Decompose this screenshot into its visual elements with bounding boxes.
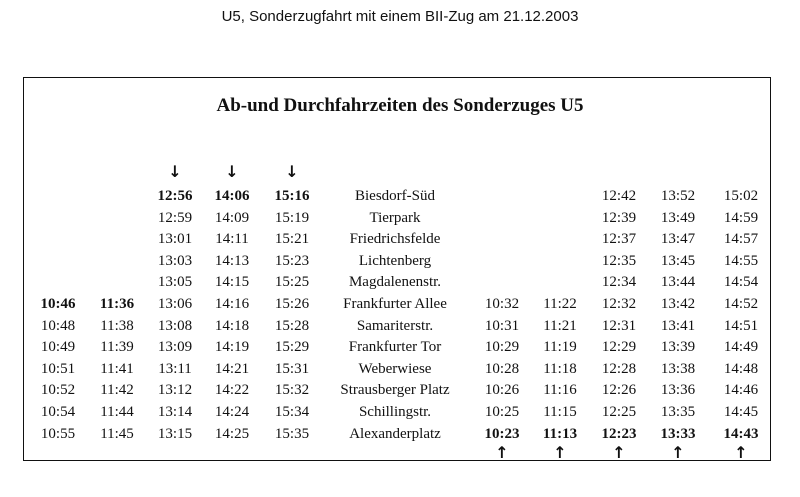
departure-time-westbound: 11:42 — [100, 382, 134, 399]
departure-time-eastbound: 12:35 — [601, 252, 637, 269]
departure-time-westbound: 10:52 — [40, 382, 76, 399]
station-name: Alexanderplatz — [349, 425, 441, 442]
departure-time-westbound: 15:16 — [274, 188, 310, 204]
departure-time-westbound: 13:06 — [157, 296, 193, 312]
down-arrow-icon: ↓ — [168, 162, 182, 181]
departure-time-eastbound: 14:52 — [723, 296, 759, 312]
departure-time-eastbound: 12:29 — [601, 339, 637, 356]
departure-time-eastbound: 14:55 — [723, 252, 759, 269]
station-name: Tierpark — [369, 209, 421, 226]
departure-time-eastbound: 14:51 — [723, 317, 759, 334]
station-name: Magdalenenstr. — [348, 274, 442, 291]
departure-time-westbound: 11:39 — [100, 339, 134, 356]
departure-time-eastbound: 11:18 — [543, 360, 577, 377]
departure-time-westbound: 14:19 — [214, 339, 250, 356]
departure-time-westbound: 10:54 — [40, 404, 76, 420]
departure-time-westbound: 14:09 — [214, 209, 250, 226]
up-arrow-icon: ↑ — [671, 443, 685, 462]
departure-time-westbound: 15:19 — [274, 209, 310, 226]
station-name: Frankfurter Tor — [348, 339, 442, 356]
departure-time-westbound: 13:05 — [157, 274, 193, 291]
departure-time-westbound: 11:45 — [100, 425, 134, 442]
departure-time-westbound: 12:59 — [157, 209, 193, 226]
down-arrow-icon: ↓ — [285, 162, 299, 181]
departure-time-eastbound: 13:49 — [660, 209, 696, 226]
station-name: Biesdorf-Süd — [355, 188, 435, 204]
departure-time-eastbound: 12:39 — [601, 209, 637, 226]
departure-time-westbound: 15:21 — [274, 231, 310, 248]
departure-time-westbound: 13:15 — [157, 425, 193, 442]
departure-time-eastbound: 10:29 — [484, 339, 520, 356]
down-arrow-icon: ↓ — [225, 162, 239, 181]
departure-time-westbound: 11:38 — [100, 317, 134, 334]
departure-time-westbound: 14:24 — [214, 404, 250, 420]
departure-time-westbound: 14:11 — [215, 231, 249, 248]
departure-time-eastbound: 10:31 — [484, 317, 520, 334]
departure-time-eastbound: 14:49 — [723, 339, 759, 356]
departure-time-eastbound: 13:33 — [660, 425, 696, 442]
departure-time-eastbound: 10:23 — [484, 425, 520, 442]
departure-time-eastbound: 11:21 — [543, 317, 577, 334]
departure-time-westbound: 14:13 — [214, 252, 250, 269]
departure-time-eastbound: 12:25 — [601, 404, 637, 420]
up-arrow-icon: ↑ — [612, 443, 626, 462]
departure-time-eastbound: 13:39 — [660, 339, 696, 356]
departure-time-westbound: 15:35 — [274, 425, 310, 442]
departure-time-westbound: 13:03 — [157, 252, 193, 269]
departure-time-westbound: 10:51 — [40, 360, 76, 377]
page-caption: U5, Sonderzugfahrt mit einem BII-Zug am 21.12.2003 — [221, 8, 579, 25]
departure-time-westbound: 14:18 — [214, 317, 250, 334]
departure-time-westbound: 10:48 — [40, 317, 76, 334]
departure-time-eastbound: 13:44 — [660, 274, 696, 291]
station-name: Schillingstr. — [358, 404, 432, 420]
departure-time-eastbound: 10:26 — [484, 382, 520, 399]
up-arrow-icon: ↑ — [734, 443, 748, 462]
station-name: Lichtenberg — [358, 252, 432, 269]
station-name: Weberwiese — [358, 360, 432, 377]
departure-time-eastbound: 12:34 — [601, 274, 637, 291]
departure-time-westbound: 15:31 — [274, 360, 310, 377]
departure-time-eastbound: 12:28 — [601, 360, 637, 377]
departure-time-westbound: 14:21 — [214, 360, 250, 377]
departure-time-eastbound: 10:28 — [484, 360, 520, 377]
departure-time-westbound: 10:49 — [40, 339, 76, 356]
departure-time-eastbound: 10:25 — [484, 404, 520, 420]
station-name: Friedrichsfelde — [349, 231, 441, 248]
departure-time-westbound: 15:26 — [274, 296, 310, 312]
departure-time-westbound: 14:25 — [214, 425, 250, 442]
departure-time-westbound: 13:14 — [157, 404, 193, 420]
departure-time-eastbound: 13:38 — [660, 360, 696, 377]
departure-time-eastbound: 14:54 — [723, 274, 759, 291]
departure-time-eastbound: 14:46 — [723, 382, 759, 399]
departure-time-eastbound: 12:37 — [601, 231, 637, 248]
departure-time-eastbound: 12:42 — [601, 188, 637, 204]
departure-time-westbound: 14:06 — [214, 188, 250, 204]
departure-time-eastbound: 11:22 — [543, 296, 577, 312]
departure-time-eastbound: 13:52 — [660, 188, 696, 204]
departure-time-westbound: 13:08 — [157, 317, 193, 334]
departure-time-westbound: 15:23 — [274, 252, 310, 269]
departure-time-westbound: 15:29 — [274, 339, 310, 356]
departure-time-westbound: 11:41 — [100, 360, 134, 377]
departure-time-westbound: 11:36 — [99, 296, 135, 312]
departure-time-eastbound: 13:47 — [660, 231, 696, 248]
departure-time-westbound: 13:01 — [157, 231, 193, 248]
departure-time-westbound: 14:22 — [214, 382, 250, 399]
departure-time-eastbound: 13:41 — [660, 317, 696, 334]
departure-time-eastbound: 13:42 — [660, 296, 696, 312]
departure-time-westbound: 10:46 — [40, 296, 76, 312]
up-arrow-icon: ↑ — [553, 443, 567, 462]
departure-time-westbound: 14:16 — [214, 296, 250, 312]
departure-time-eastbound: 12:23 — [601, 425, 637, 442]
departure-time-eastbound: 14:59 — [723, 209, 759, 226]
departure-time-eastbound: 14:48 — [723, 360, 759, 377]
departure-time-eastbound: 11:15 — [543, 404, 577, 420]
departure-time-westbound: 14:15 — [214, 274, 250, 291]
departure-time-eastbound: 13:35 — [660, 404, 696, 420]
departure-time-eastbound: 14:43 — [723, 425, 759, 442]
departure-time-westbound: 13:11 — [158, 360, 192, 377]
departure-time-eastbound: 12:26 — [601, 382, 637, 399]
departure-time-eastbound: 14:45 — [723, 404, 759, 420]
departure-time-eastbound: 11:16 — [543, 382, 577, 399]
departure-time-westbound: 12:56 — [157, 188, 193, 204]
departure-time-westbound: 13:12 — [157, 382, 193, 399]
departure-time-westbound: 15:28 — [274, 317, 310, 334]
departure-time-westbound: 11:44 — [100, 404, 134, 420]
timetable-title: Ab-und Durchfahrzeiten des Sonderzuges U5 — [216, 95, 584, 116]
departure-time-westbound: 13:09 — [157, 339, 193, 356]
departure-time-eastbound: 15:02 — [723, 188, 759, 204]
departure-time-eastbound: 12:32 — [601, 296, 637, 312]
station-name: Frankfurter Allee — [343, 296, 447, 312]
departure-time-eastbound: 12:31 — [601, 317, 637, 334]
departure-time-eastbound: 10:32 — [484, 296, 520, 312]
up-arrow-icon: ↑ — [495, 443, 509, 462]
station-name: Samariterstr. — [356, 317, 434, 334]
departure-time-westbound: 15:32 — [274, 382, 310, 399]
departure-time-eastbound: 11:13 — [542, 425, 578, 442]
departure-time-eastbound: 14:57 — [723, 231, 759, 248]
departure-time-westbound: 15:25 — [274, 274, 310, 291]
departure-time-westbound: 10:55 — [40, 425, 76, 442]
departure-time-eastbound: 13:45 — [660, 252, 696, 269]
station-name: Strausberger Platz — [340, 382, 450, 399]
departure-time-eastbound: 11:19 — [543, 339, 577, 356]
departure-time-westbound: 15:34 — [274, 404, 310, 420]
departure-time-eastbound: 13:36 — [660, 382, 696, 399]
